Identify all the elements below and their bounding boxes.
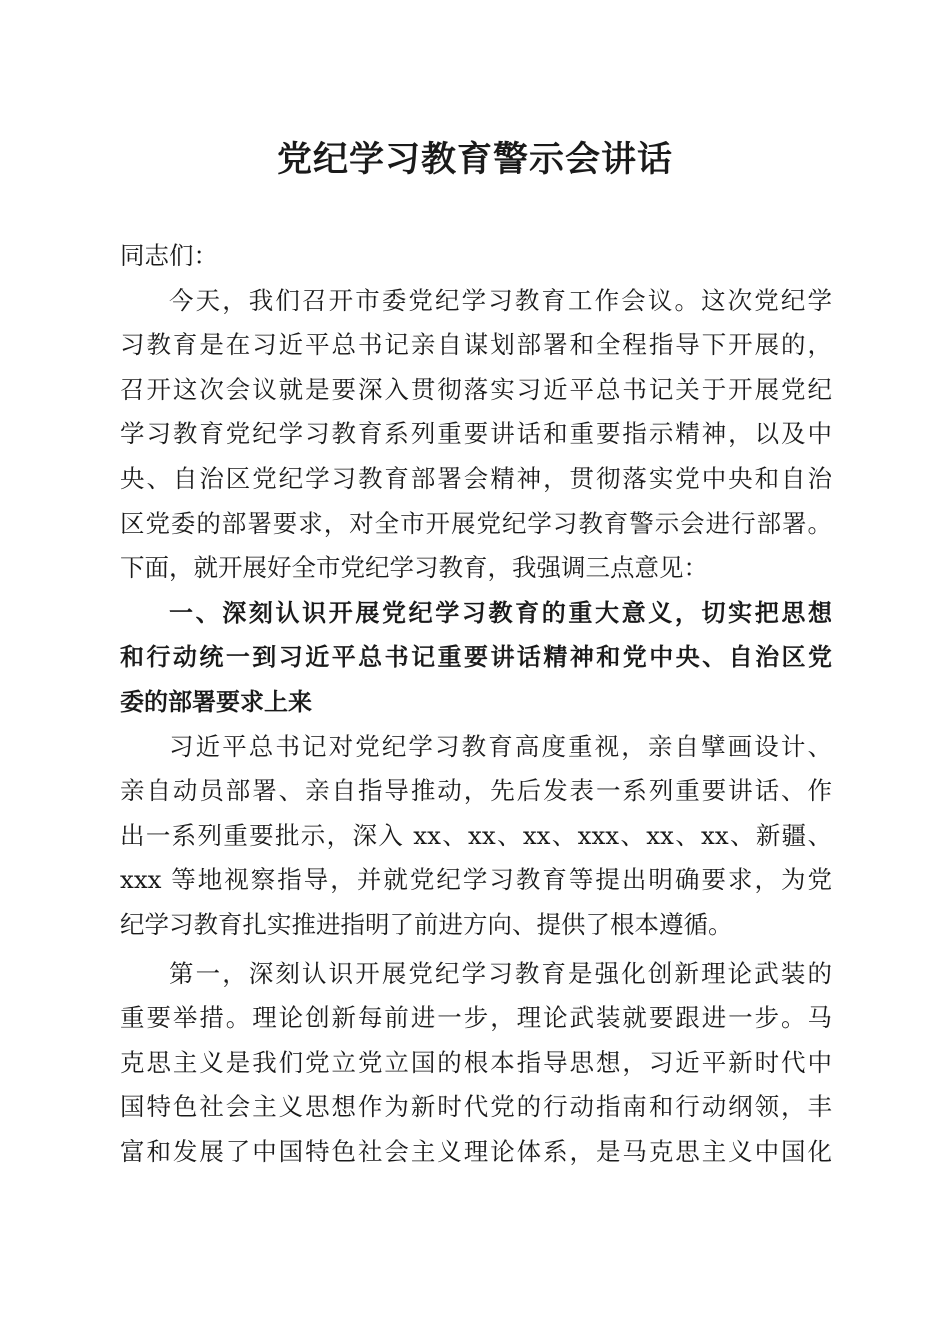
paragraph-line: 下面，就开展好全市党纪学习教育，我强调三点意见： (120, 553, 708, 583)
paragraph-line: 亲自动员部署、亲自指导推动，先后发表一系列重要讲话、作 (120, 776, 832, 806)
paragraph-line: 克思主义是我们党立党立国的根本指导思想，习近平新时代中 (120, 1047, 832, 1077)
paragraph-line: 纪学习教育扎实推进指明了前进方向、提供了根本遵循。 (120, 909, 733, 939)
paragraph-line: 国特色社会主义思想作为新时代党的行动指南和行动纲领，丰 (120, 1092, 832, 1122)
paragraph-line: 央、自治区党纪学习教育部署会精神，贯彻落实党中央和自治 (120, 463, 832, 493)
paragraph-line: 出一系列重要批示，深入 xx、xx、xx、xxx、xx、xx、新疆、 (120, 820, 832, 850)
paragraph-line: 习教育是在习近平总书记亲自谋划部署和全程指导下开展的， (120, 330, 832, 360)
section-heading-1 (120, 591, 832, 725)
paragraph-line: 区党委的部署要求，对全市开展党纪学习教育警示会进行部署。 (120, 508, 832, 538)
paragraph-line: xxx 等地视察指导，并就党纪学习教育等提出明确要求，为党 (120, 865, 832, 895)
paragraph-xi-guidance (120, 725, 832, 948)
document-body (120, 234, 832, 1174)
paragraph-line: 学习教育党纪学习教育系列重要讲话和重要指示精神，以及中 (120, 419, 832, 449)
paragraph-line: 习近平总书记对党纪学习教育高度重视，亲自擘画设计、 (169, 731, 832, 761)
salutation: 同志们： (120, 241, 218, 270)
paragraph-intro (120, 279, 832, 591)
paragraph-first-point (120, 952, 832, 1175)
paragraph-line: 重要举措。理论创新每前进一步，理论武装就要跟进一步。马 (120, 1003, 832, 1033)
heading-line: 委的部署要求上来 (120, 687, 312, 716)
document-title: 党纪学习教育警示会讲话 (276, 140, 673, 180)
heading-line: 和行动统一到习近平总书记重要讲话精神和党中央、自治区党 (120, 643, 832, 672)
paragraph-line: 召开这次会议就是要深入贯彻落实习近平总书记关于开展党纪 (120, 374, 832, 404)
paragraph-line: 富和发展了中国特色社会主义理论体系，是马克思主义中国化 (120, 1136, 832, 1166)
paragraph-line: 第一，深刻认识开展党纪学习教育是强化创新理论武装的 (169, 958, 832, 988)
paragraph-line: 今天，我们召开市委党纪学习教育工作会议。这次党纪学 (169, 285, 832, 315)
heading-line: 一、深刻认识开展党纪学习教育的重大意义，切实把思想 (169, 598, 832, 627)
